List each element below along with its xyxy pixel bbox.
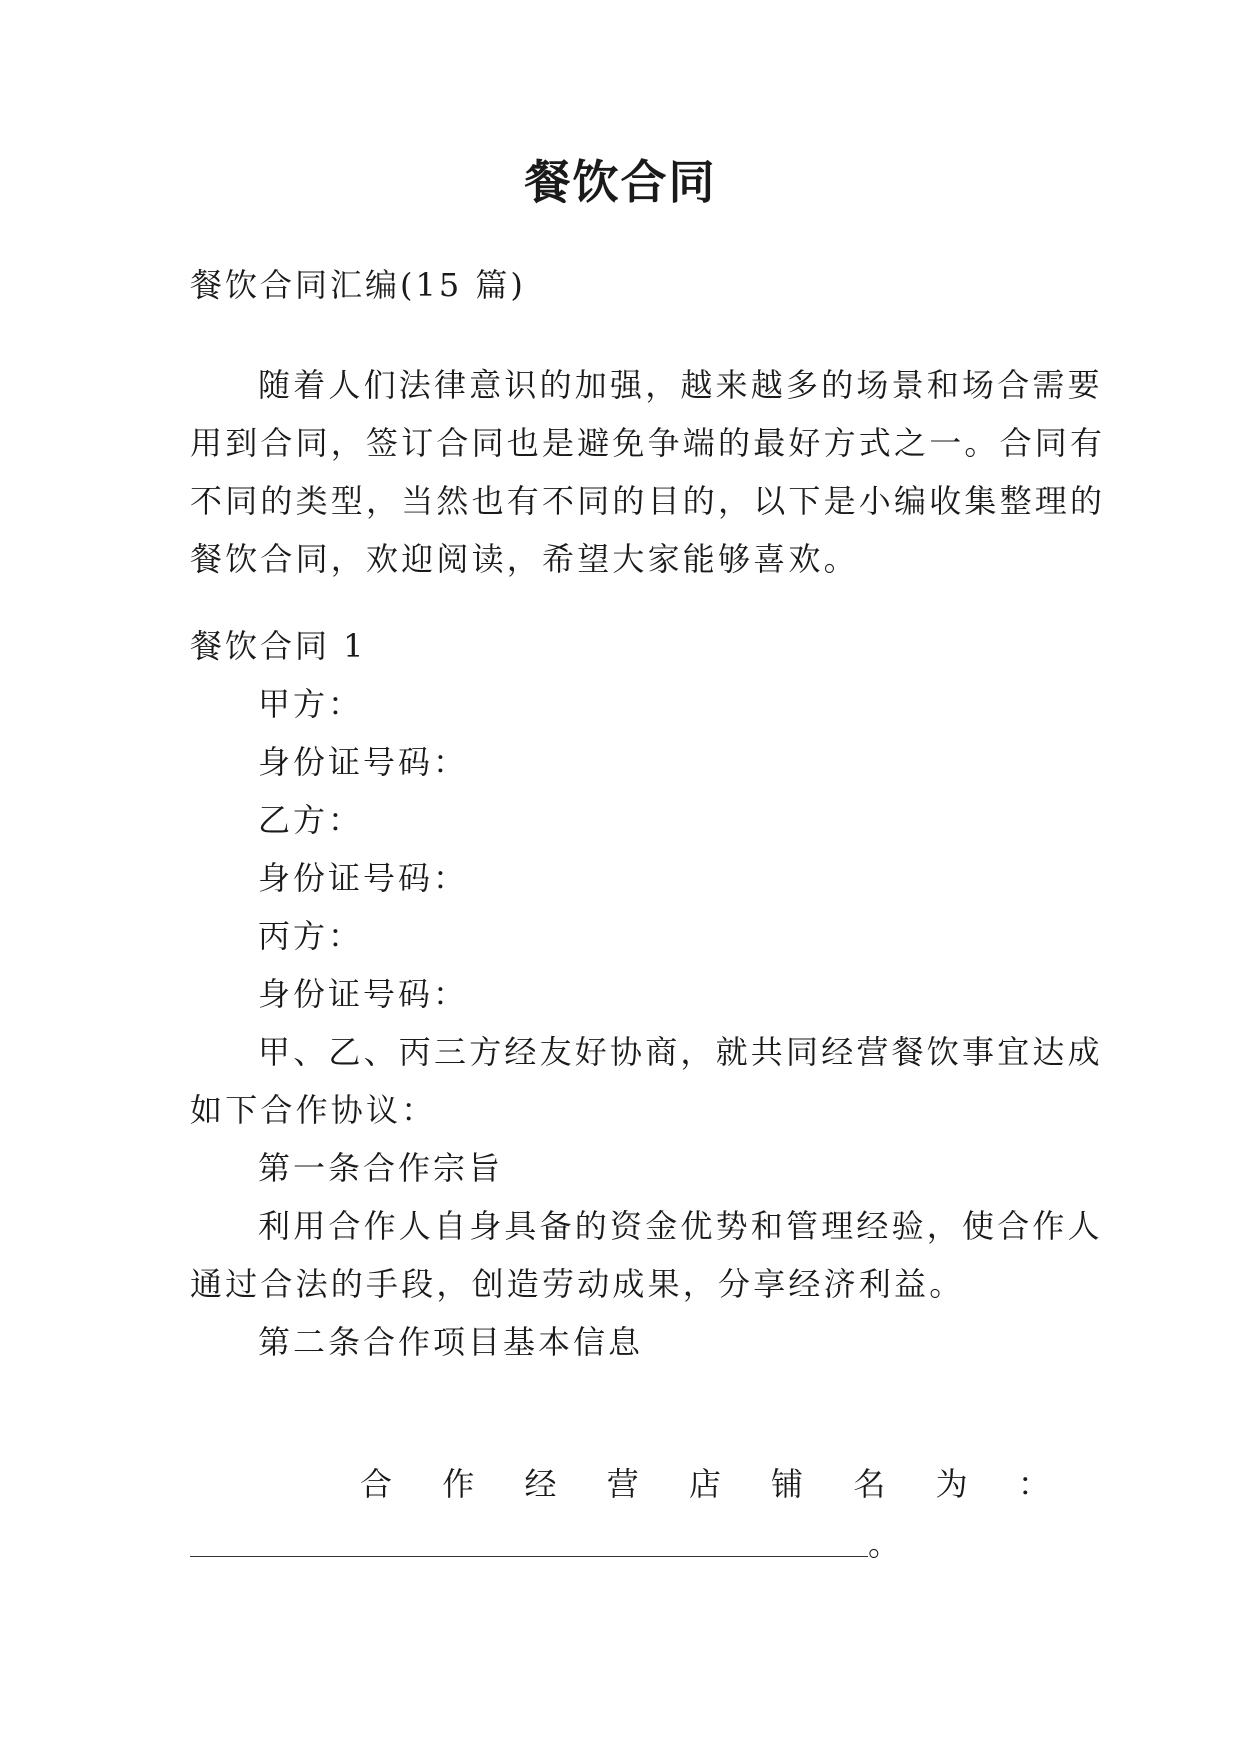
shop-name-char: 合 <box>360 1465 393 1503</box>
shop-name-char: ： <box>1017 1465 1050 1503</box>
intro-line: 餐饮合同，欢迎阅读，希望大家能够喜欢。 <box>190 540 859 578</box>
party-a-label: 甲方： <box>258 685 364 723</box>
party-c-label: 丙方： <box>258 917 364 955</box>
party-a-id-label: 身份证号码： <box>258 743 469 781</box>
intro-line: 用到合同，签订合同也是避免争端的最好方式之一。合同有 <box>190 424 1106 462</box>
blank-underline <box>190 1556 868 1557</box>
shop-name-line <box>360 1455 1050 1513</box>
shop-name-blank <box>190 1515 1050 1573</box>
document-subtitle: 餐饮合同汇编(15 篇) <box>190 266 526 304</box>
article-1-title: 第一条合作宗旨 <box>258 1149 504 1187</box>
agreement-line: 如下合作协议： <box>190 1091 437 1129</box>
party-b-label: 乙方： <box>258 801 364 839</box>
shop-name-char: 名 <box>853 1465 886 1503</box>
document-title: 餐饮合同 <box>524 155 717 209</box>
agreement-paragraph <box>190 1023 1103 1139</box>
section-heading: 餐饮合同 1 <box>190 627 367 665</box>
shop-name-char: 店 <box>688 1465 721 1503</box>
party-b-id-label: 身份证号码： <box>258 859 469 897</box>
agreement-line: 甲、乙、丙三方经友好协商，就共同经营餐饮事宜达成 <box>258 1033 1103 1071</box>
shop-name-char: 铺 <box>771 1465 804 1503</box>
article-1-line: 通过合法的手段，创造劳动成果，分享经济利益。 <box>190 1265 965 1303</box>
shop-name-char: 营 <box>606 1465 639 1503</box>
intro-line: 随着人们法律意识的加强，越来越多的场景和场合需要 <box>258 366 1103 404</box>
intro-paragraph <box>190 356 1106 588</box>
intro-line: 不同的类型，当然也有不同的目的，以下是小编收集整理的 <box>190 482 1106 520</box>
article-1-line: 利用合作人自身具备的资金优势和管理经验，使合作人 <box>258 1207 1103 1245</box>
blank-period: 。 <box>868 1525 901 1563</box>
party-c-id-label: 身份证号码： <box>258 975 469 1013</box>
article-1-body <box>190 1197 1103 1313</box>
shop-name-char: 经 <box>524 1465 557 1503</box>
shop-name-char: 为 <box>935 1465 968 1503</box>
shop-name-char: 作 <box>442 1465 475 1503</box>
article-2-title: 第二条合作项目基本信息 <box>258 1323 644 1361</box>
